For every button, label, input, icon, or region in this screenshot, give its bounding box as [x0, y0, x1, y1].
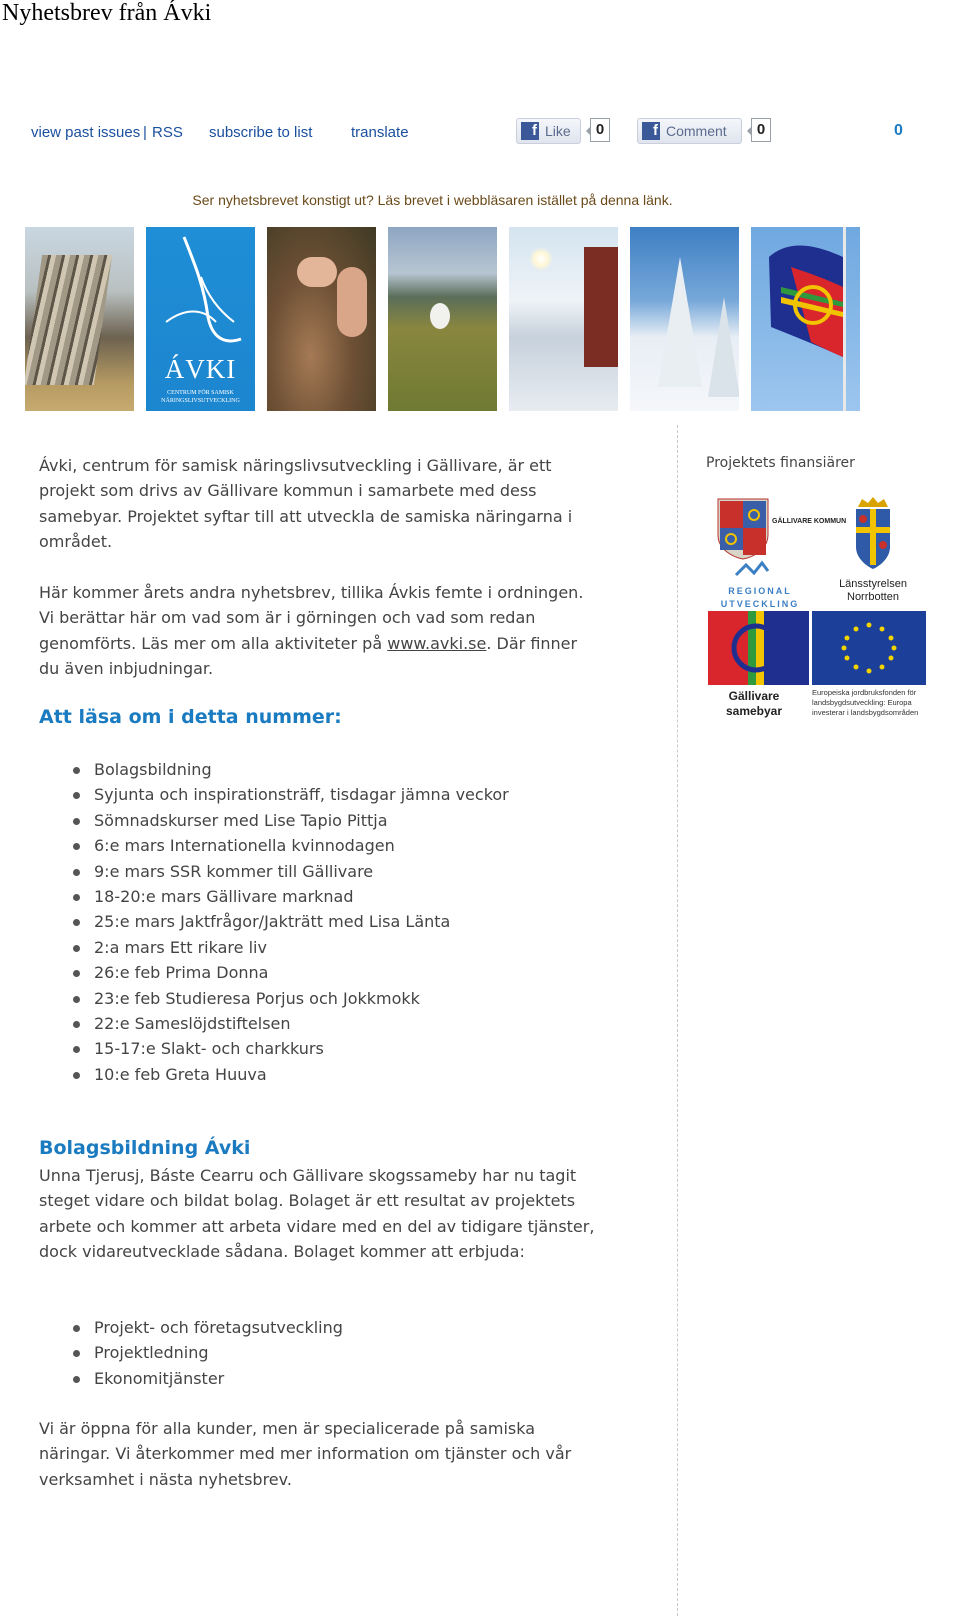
- list-item: Ekonomitjänster: [39, 1366, 343, 1391]
- intro-paragraph-2: [39, 580, 599, 682]
- article-heading: Bolagsbildning Ávki: [39, 1137, 251, 1159]
- photo-mountain-field: [388, 227, 497, 411]
- photo-old-hut: [25, 227, 134, 411]
- view-in-browser-link[interactable]: Läs brevet i webbläsaren istället på denna länk.: [377, 192, 673, 208]
- intro-text-2a: Här kommer årets andra nyhetsbrev, tillika Ávkis femte i ordningen. Vi berättar här om vad som är i görningen och vad som redan genomförts. Läs mer om alla aktiviteter på: [39, 583, 584, 653]
- comment-label: Comment: [666, 123, 727, 139]
- list-item: 2:a mars Ett rikare liv: [39, 935, 509, 960]
- regional-utveckling-logo: [721, 563, 800, 609]
- facebook-icon: f: [642, 122, 660, 140]
- intro-text-2b: . Där finner du även inbjudningar.: [39, 633, 578, 679]
- gallivare-samebyar-logo: [708, 611, 809, 718]
- list-item: 26:e feb Prima Donna: [39, 960, 509, 985]
- svg-text:Europeiska jordbruksfonden för: Europeiska jordbruksfonden för: [812, 688, 917, 697]
- gallivare-kommun-logo: [718, 499, 846, 559]
- svg-text:investerar i landsbygdsområden: investerar i landsbygdsområden: [812, 708, 919, 717]
- article-text-1: Unna Tjerusj, Báste Cearru och Gällivare skogssameby har nu tagit steget vidare och bildat bolag. Bolaget är ett resultat av projektets arbete och kommer att arbeta vidare med en del av tidigare tjänster, dock vidareutvecklade sådana. Bolaget kommer att erbjuda:: [39, 1166, 595, 1262]
- list-item: Projekt- och företagsutveckling: [39, 1315, 343, 1340]
- contents-list: [39, 757, 509, 1087]
- services-list: [39, 1315, 343, 1391]
- svg-text:Länsstyrelsen: Länsstyrelsen: [839, 578, 907, 590]
- sponsor-logos: [706, 495, 928, 725]
- svg-text:landsbygdsutveckling: Europa: landsbygdsutveckling: Europa: [812, 698, 912, 707]
- article-paragraph-2: [39, 1416, 599, 1492]
- list-item: 25:e mars Jaktfrågor/Jakträtt med Lisa Länta: [39, 909, 509, 934]
- list-item: 22:e Sameslöjdstiftelsen: [39, 1011, 509, 1036]
- browser-note-text: Ser nyhetsbrevet konstigt ut?: [192, 192, 374, 208]
- list-item: 23:e feb Studieresa Porjus och Jokkmokk: [39, 986, 509, 1011]
- avki-website-link[interactable]: www.avki.se: [387, 633, 487, 653]
- svg-text:Norrbotten: Norrbotten: [847, 591, 899, 603]
- list-item: Sömnadskurser med Lise Tapio Pittja: [39, 808, 509, 833]
- photo-reindeer-hands: [267, 227, 376, 411]
- list-item: 6:e mars Internationella kvinnodagen: [39, 833, 509, 858]
- like-label: Like: [545, 123, 571, 139]
- rss-link[interactable]: RSS: [152, 124, 183, 141]
- view-past-issues-link[interactable]: view past issues: [31, 124, 141, 141]
- column-divider: [677, 425, 678, 1616]
- photo-sami-flag: [751, 227, 860, 411]
- photo-snowy-trees: [630, 227, 739, 411]
- toolbar: [0, 118, 960, 148]
- intro-paragraph-1: [39, 453, 599, 555]
- photo-winter-sun: [509, 227, 618, 411]
- header-photo-strip: [25, 227, 860, 411]
- list-item: Syjunta och inspirationsträff, tisdagar jämna veckor: [39, 782, 509, 807]
- article-text-2: Vi är öppna för alla kunder, men är specialicerade på samiska näringar. Vi återkommer med mer information om tjänster och vår verksamhet i nästa nyhetsbrev.: [39, 1419, 572, 1489]
- page-title: Nyhetsbrev från Ávki: [2, 0, 212, 26]
- intro-text-1: Ávki, centrum för samisk näringslivsutveckling i Gällivare, är ett projekt som drivs av Gällivare kommun i samarbete med dess samebyar. Projektet syftar till att utveckla de samiska näringarna i området.: [39, 456, 573, 552]
- avki-logo-text: ÁVKI: [164, 354, 237, 384]
- sami-flag-image: [751, 227, 860, 411]
- article-paragraph-1: [39, 1163, 599, 1265]
- list-item: Bolagsbildning: [39, 757, 509, 782]
- like-count: 0: [590, 118, 610, 142]
- svg-text:UTVECKLING: UTVECKLING: [720, 599, 800, 609]
- sidebar-heading: Projektets finansiärer: [706, 455, 855, 471]
- contents-heading: Att läsa om i detta nummer:: [39, 706, 342, 728]
- browser-view-note: [0, 192, 865, 208]
- facebook-icon: f: [521, 122, 539, 140]
- list-item: 15-17:e Slakt- och charkkurs: [39, 1036, 509, 1061]
- list-item: 10:e feb Greta Huuva: [39, 1062, 509, 1087]
- eu-flag-logo: [812, 611, 926, 717]
- facebook-comment-button[interactable]: [637, 118, 742, 144]
- list-item: 9:e mars SSR kommer till Gällivare: [39, 859, 509, 884]
- facebook-like-button[interactable]: [516, 118, 581, 144]
- subscribe-link[interactable]: subscribe to list: [209, 124, 313, 141]
- svg-text:Gällivare: Gällivare: [728, 689, 780, 703]
- comment-count: 0: [751, 118, 771, 142]
- sponsor-logos-graphic: [706, 495, 928, 725]
- svg-text:samebyar: samebyar: [725, 704, 783, 718]
- translate-link[interactable]: translate: [351, 124, 409, 141]
- avki-logo: [146, 227, 255, 411]
- avki-logo-subtext: CENTRUM FÖR SAMISK NÄRINGSLIVSUTVECKLING: [161, 390, 240, 404]
- list-item: Projektledning: [39, 1340, 343, 1365]
- share-count: 0: [894, 122, 903, 139]
- svg-text:REGIONAL: REGIONAL: [728, 586, 792, 596]
- list-item: 18-20:e mars Gällivare marknad: [39, 884, 509, 909]
- gallivare-kommun-text: GÄLLIVARE KOMMUN: [772, 518, 847, 525]
- lansstyrelsen-logo: [839, 497, 907, 603]
- toolbar-separator: |: [143, 124, 147, 141]
